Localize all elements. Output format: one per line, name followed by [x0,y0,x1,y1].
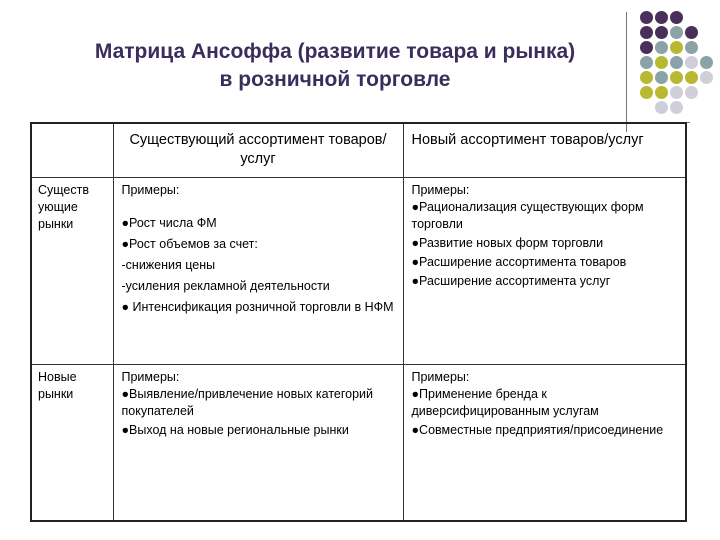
list-item: ●Применение бренда к диверсифицированным услугам [411,386,599,418]
row-existing-markets [31,177,686,364]
list-item: ●Совместные предприятия/присоединение [411,422,664,437]
examples-label: Примеры: [121,369,180,384]
dot-purple [685,26,698,39]
list-item: ●Рост объемов за счет: [121,236,258,251]
list-item: -снижения цены [121,257,216,272]
list-item: ●Развитие новых форм торговли [411,235,604,250]
dot-purple [640,11,653,24]
list-item: ●Расширение ассортимента товаров [411,254,627,269]
header-existing-assortment: Существующий ассортимент товаров/услуг [113,123,403,177]
cell-existing-markets-new-assortment [403,177,686,364]
dot-teal [700,56,713,69]
dot-teal [655,41,668,54]
dot-olive [655,86,668,99]
decorative-vertical-line [626,12,627,132]
dot-teal [640,56,653,69]
list-item: ●Выход на новые региональные рынки [121,422,349,437]
examples-label: Примеры: [411,182,470,197]
dot-grey [655,101,668,114]
dot-olive [670,71,683,84]
dot-teal [670,26,683,39]
dot-purple [640,41,653,54]
corner-cell [31,123,113,177]
row-new-markets [31,364,686,521]
dot-olive [655,56,668,69]
dot-olive [640,71,653,84]
dot-teal [670,56,683,69]
dot-teal [655,71,668,84]
cell-existing-markets-existing-assortment [113,177,403,364]
dot-grey [670,86,683,99]
header-row [31,123,686,177]
cell-new-markets-new-assortment [403,364,686,521]
dot-purple [670,11,683,24]
dot-teal [685,41,698,54]
list-item: ●Рост числа ФМ [121,215,217,230]
dot-purple [655,26,668,39]
spacer [122,201,395,215]
list-item: ●Расширение ассортимента услуг [411,273,611,288]
dot-olive [670,41,683,54]
ansoff-matrix-table [30,122,687,522]
row-label-new-markets: Новые рынки [31,364,113,521]
list-item: ●Выявление/привлечение новых категорий покупателей [121,386,374,418]
dot-olive [685,71,698,84]
title-line-2: в розничной торговле [219,68,451,91]
title-line-1: Матрица Ансоффа (развитие товара и рынка) [94,40,576,63]
cell-new-markets-existing-assortment [113,364,403,521]
list-item: -усиления рекламной деятельности [121,278,330,293]
dot-purple [640,26,653,39]
dot-purple [655,11,668,24]
dot-olive [640,86,653,99]
list-item: ● Интенсификация розничной торговли в НФМ [121,299,394,314]
header-new-assortment: Новый ассортимент товаров/услуг [403,123,686,177]
slide-title [40,38,630,94]
dot-grey [700,71,713,84]
dot-grey [670,101,683,114]
examples-label: Примеры: [121,182,180,197]
examples-label: Примеры: [411,369,470,384]
dot-grey [685,56,698,69]
dot-grey [685,86,698,99]
row-label-existing-markets: Существ ующие рынки [31,177,113,364]
list-item: ●Рационализация существующих форм торговли [411,199,644,231]
